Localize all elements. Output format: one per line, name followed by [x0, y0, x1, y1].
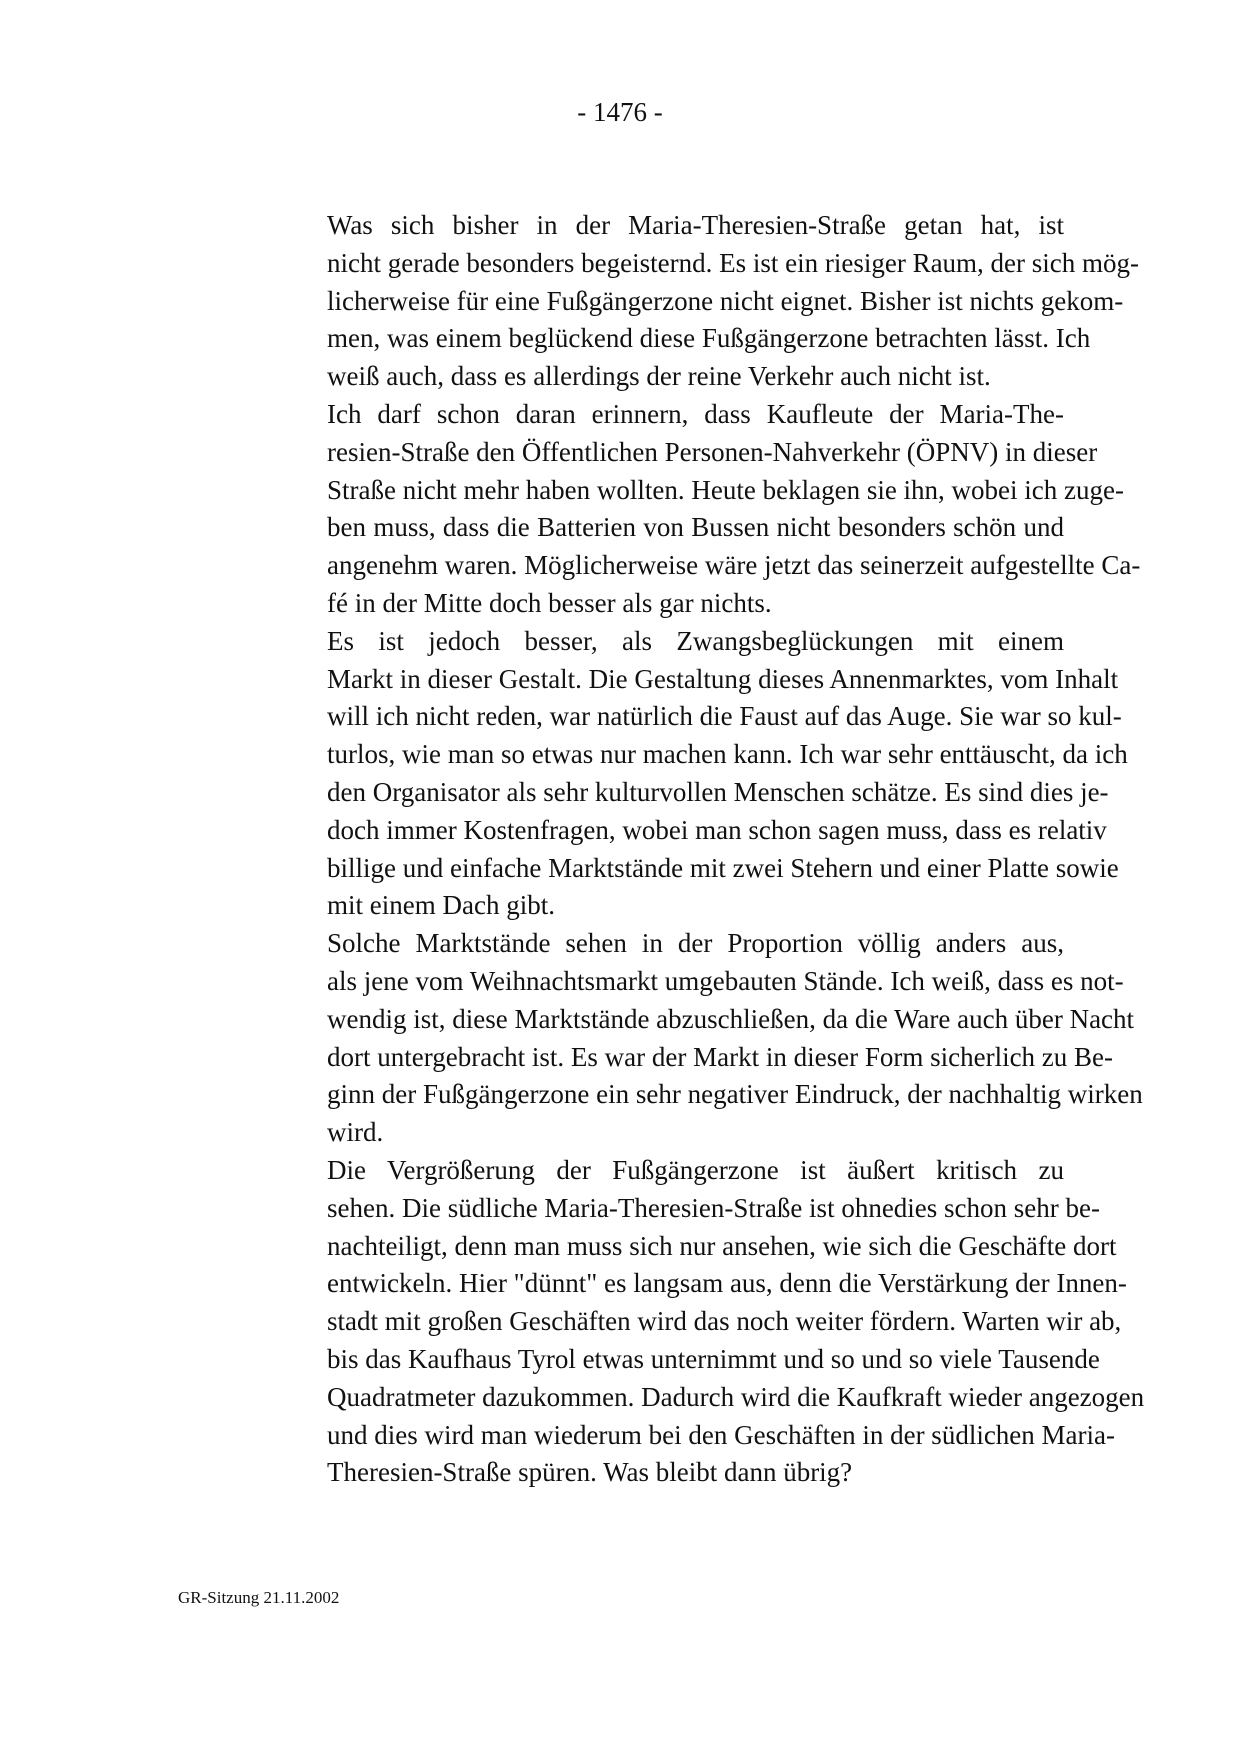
footer-session-date: GR-Sitzung 21.11.2002 [178, 1588, 340, 1607]
text-line: licherweise für eine Fußgängerzone nicht eignet. Bisher ist nichts gekom- [327, 285, 1124, 316]
text-line: Was sich bisher in der Maria-Theresien-Straße getan hat, ist [327, 210, 1064, 240]
paragraph [178, 396, 1141, 623]
text-line: wird. [327, 1117, 384, 1148]
text-line: doch immer Kostenfragen, wobei man schon sagen muss, dass es relativ [327, 814, 1107, 845]
text-line: Solche Marktstände sehen in der Proportion völlig anders aus, [327, 928, 1064, 959]
text-line: ginn der Fußgängerzone ein sehr negativer Eindruck, der nachhaltig wirken [327, 1079, 1143, 1110]
text-line: entwickeln. Hier "dünnt" es langsam aus, denn die Verstärkung der Innen- [327, 1268, 1127, 1299]
paragraph [178, 207, 1140, 396]
paragraph [178, 925, 1143, 1152]
document-body [178, 207, 1145, 1492]
text-line: ben muss, dass die Batterien von Bussen nicht besonders schön und [327, 512, 1064, 543]
text-line: Theresien-Straße spüren. Was bleibt dann übrig? [327, 1457, 853, 1488]
text-line: men, was einem beglückend diese Fußgängerzone betrachten lässt. Ich [327, 323, 1091, 354]
text-line: Quadratmeter dazukommen. Dadurch wird die Kaufkraft wieder angezogen [327, 1381, 1145, 1412]
text-line: dort untergebracht ist. Es war der Markt in dieser Form sicherlich zu Be- [327, 1041, 1114, 1072]
text-line: Straße nicht mehr haben wollten. Heute beklagen sie ihn, wobei ich zuge- [327, 474, 1124, 505]
paragraph [178, 1152, 1145, 1492]
text-line: nachteiligt, denn man muss sich nur ansehen, wie sich die Geschäfte dort [327, 1230, 1117, 1261]
text-line: weiß auch, dass es allerdings der reine Verkehr auch nicht ist. [327, 361, 991, 392]
text-line: als jene vom Weihnachtsmarkt umgebauten Stände. Ich weiß, dass es not- [327, 965, 1124, 996]
text-line: Die Vergrößerung der Fußgängerzone ist äußert kritisch zu [327, 1154, 1064, 1185]
text-line: mit einem Dach gibt. [327, 890, 555, 921]
text-line: Es ist jedoch besser, als Zwangsbeglückungen mit einem [327, 625, 1064, 656]
text-line: angenehm waren. Möglicherweise wäre jetzt das seinerzeit aufgestellte Ca- [327, 550, 1141, 581]
paragraph [178, 623, 1128, 925]
text-line: billige und einfache Marktstände mit zwei Stehern und einer Platte sowie [327, 852, 1119, 883]
text-line: sehen. Die südliche Maria-Theresien-Straße ist ohnedies schon sehr be- [327, 1192, 1100, 1223]
text-line: stadt mit großen Geschäften wird das noch weiter fördern. Warten wir ab, [327, 1306, 1122, 1337]
text-line: Markt in dieser Gestalt. Die Gestaltung dieses Annenmarktes, vom Inhalt [327, 663, 1119, 694]
text-line: bis das Kaufhaus Tyrol etwas unternimmt und so und so viele Tausende [327, 1343, 1100, 1374]
text-line: nicht gerade besonders begeisternd. Es ist ein riesiger Raum, der sich mög- [327, 247, 1140, 278]
page-number: - 1476 - [577, 97, 663, 127]
text-line: den Organisator als sehr kulturvollen Menschen schätze. Es sind dies je- [327, 776, 1109, 807]
text-line: will ich nicht reden, war natürlich die Faust auf das Auge. Sie war so kul- [327, 701, 1122, 732]
text-line: fé in der Mitte doch besser als gar nichts. [327, 587, 772, 618]
text-line: Ich darf schon daran erinnern, dass Kaufleute der Maria-The- [327, 398, 1064, 429]
text-line: resien-Straße den Öffentlichen Personen-Nahverkehr (ÖPNV) in dieser [327, 436, 1098, 467]
text-line: turlos, wie man so etwas nur machen kann. Ich war sehr enttäuscht, da ich [327, 739, 1128, 770]
text-line: wendig ist, diese Marktstände abzuschließen, da die Ware auch über Nacht [327, 1003, 1135, 1034]
text-line: und dies wird man wiederum bei den Geschäften in der südlichen Maria- [327, 1419, 1115, 1450]
